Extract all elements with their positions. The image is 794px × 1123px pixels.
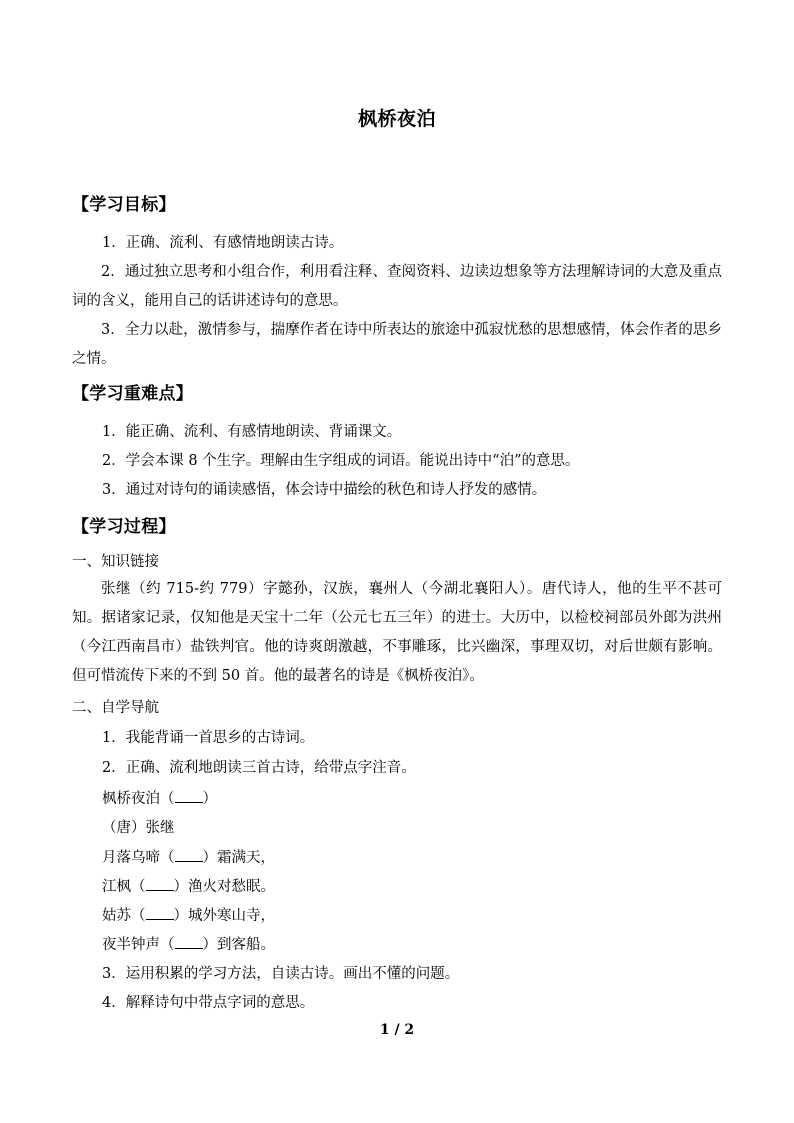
part1-text: 张继（约 715-约 779）字懿孙，汉族，襄州人（今湖北襄阳人）。唐代诗人，他的生平不甚可知。据诸家记录，仅知他是天宝十二年（公元七五三年）的进士。大历中，以检校祠部员外郎为洪州（今江西南昌市）盐铁判官。他的诗爽朗激越，不事雕琢，比兴幽深，事理双切，对后世颇有影响。但可惜流传下来的不到 50 首。他的最著名的诗是《枫桥夜泊》。	[72, 581, 722, 684]
step-3: 3．运用积累的学习方法，自读古诗。画出不懂的问题。	[102, 966, 460, 982]
answer-blank[interactable]	[146, 905, 174, 920]
poem-line-text: 姑苏（	[102, 908, 146, 924]
step-4: 4．解释诗句中带点字词的意思。	[102, 995, 315, 1011]
objective-item-2: 2．通过独立思考和小组合作，利用看注释、查阅资料、边读边想象等方法理解诗词的大意及重点词的含义，能用自己的话讲述诗句的意思。	[72, 264, 722, 309]
key-point-item-1: 1．能正确、流利、有感情地朗读、背诵课文。	[102, 424, 402, 440]
poem-author: （唐）张继	[102, 820, 175, 836]
poem-line-4	[102, 934, 275, 955]
page-number: 1 / 2	[379, 1022, 415, 1038]
poem-line-3	[102, 905, 275, 926]
heading-objectives: 【学习目标】	[72, 195, 176, 215]
poem-line-text: ）渔火对愁眠。	[173, 879, 275, 895]
answer-blank[interactable]	[175, 934, 203, 949]
key-point-item-2: 2．学会本课 8 个生字。理解由生字组成的词语。能说出诗中“泊”的意思。	[102, 453, 580, 469]
part1-title: 一、知识链接	[72, 554, 159, 570]
answer-blank[interactable]	[175, 847, 203, 862]
answer-blank[interactable]	[175, 788, 203, 803]
page-title: 枫桥夜泊	[357, 108, 436, 130]
poem-line-text: ）到客船。	[202, 937, 275, 953]
poem-line-2	[102, 876, 275, 897]
poem-title-text: 枫桥夜泊（	[102, 791, 175, 807]
poem-line-text: ）霜满天，	[202, 850, 275, 866]
objective-item-1: 1．正确、流利、有感情地朗读古诗。	[102, 235, 344, 251]
poem-line-text: ）城外寒山寺，	[173, 908, 275, 924]
heading-process: 【学习过程】	[72, 517, 176, 537]
poem-line-text: 江枫（	[102, 879, 146, 895]
key-point-item-3: 3．通过对诗句的诵读感悟，体会诗中描绘的秋色和诗人抒发的感情。	[102, 482, 547, 498]
poem-line-text: 夜半钟声（	[102, 937, 175, 953]
objective-item-3: 3．全力以赴，激情参与，揣摩作者在诗中所表达的旅途中孤寂忧愁的思想感情，体会作者的思乡之情。	[72, 322, 722, 367]
poem-title-close: ）	[202, 791, 217, 807]
step-1: 1．我能背诵一首思乡的古诗词。	[102, 730, 315, 746]
answer-blank[interactable]	[146, 876, 174, 891]
step-2: 2．正确、流利地朗读三首古诗，给带点字注音。	[102, 760, 416, 776]
poem-line-text: 月落乌啼（	[102, 850, 175, 866]
part2-title: 二、自学导航	[72, 700, 159, 716]
heading-key-points: 【学习重难点】	[72, 384, 194, 404]
poem-line-1	[102, 847, 275, 868]
poem-title	[102, 788, 217, 809]
